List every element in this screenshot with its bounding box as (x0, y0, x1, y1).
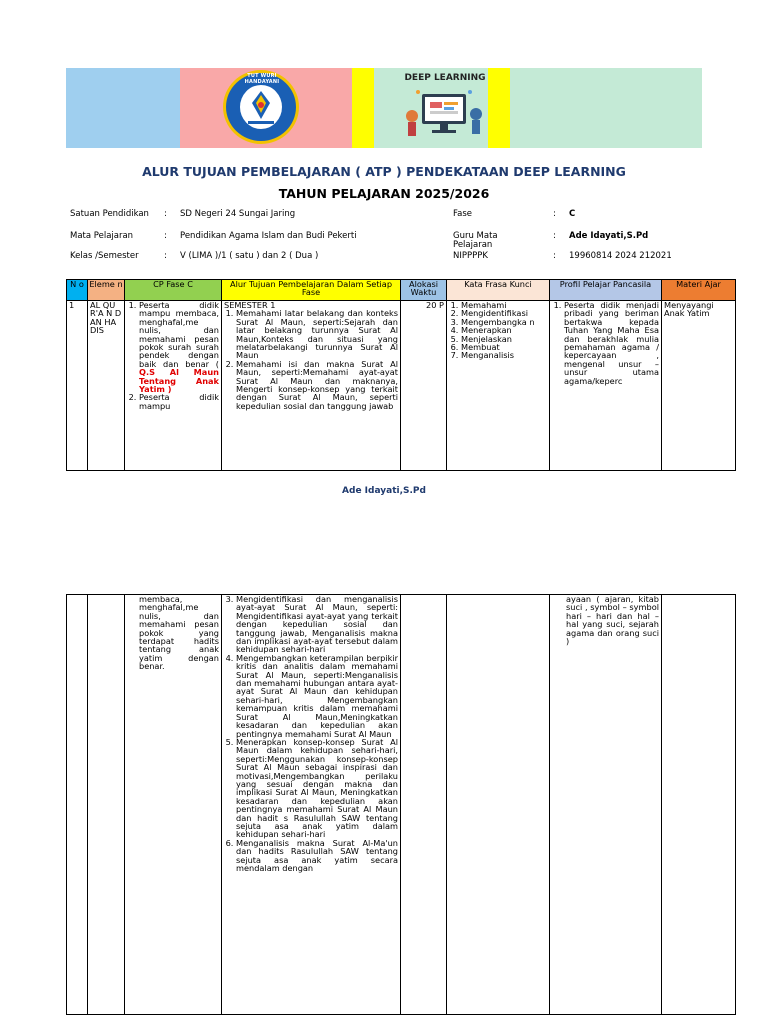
page-title: ALUR TUJUAN PEMBELAJARAN ( ATP ) PENDEKATAAN DEEP LEARNING (142, 164, 626, 179)
deep-learning-illustration (400, 86, 490, 142)
mapel-label: Mata Pelajaran (70, 231, 134, 241)
atp-semester: SEMESTER 1 (224, 300, 276, 310)
kata-item: 4. Menerapkan (461, 326, 547, 334)
atp-item: 1. Memahami latar belakang dan konteks Surat Al Maun, seperti:Sejarah dan latar belakang turunnya Surat Al Maun,Konteks dan situasi yang melatarbelakangi turunnya Surat Al Maun (236, 309, 398, 359)
colon: : (164, 209, 167, 219)
cp-item-1 (139, 301, 219, 393)
kata-item: 5. Menjelaskan (461, 335, 547, 343)
header-elemen: Eleme n (88, 280, 125, 301)
colon: : (164, 231, 167, 241)
kelas-label: Kelas /Semester (70, 251, 139, 261)
atp-item: 2. Memahami isi dan makna Surat Al Maun, seperti:Memahami ayat-ayat Surat Al Maun dan maknanya, Mengerti konsep-konsep yang terkait dengan Surat Al Maun, seperti kepedulian sosial dan tanggung jawab (236, 360, 398, 410)
table-row (67, 301, 736, 471)
profil-item: 1. Peserta didik menjadi pribadi yang beriman bertakwa kepada Tuhan Yang Maha Esa dan berakhlak mulia pemahaman agama / kepercayaan , mengenal unsur –unsur utama agama/keperc (564, 301, 659, 385)
cell-kata (447, 595, 550, 1015)
table-row (67, 595, 736, 1015)
cell-kata (447, 301, 550, 471)
cell-atp (222, 301, 401, 471)
cell-alokasi (401, 595, 447, 1015)
atp-item: 6. Menganalisis makna Surat Al-Ma'un dan hadits Rasulullah SAW tentang sejuta asa anak yatim secara mendalam dengan (236, 839, 398, 873)
fase-value: C (569, 209, 576, 219)
table-header-row (67, 280, 736, 301)
cp-item-1-highlight: Q.S Al Maun Tentang Anak Yatim ) (139, 367, 219, 395)
guru-value: Ade Idayati,S.Pd (569, 231, 649, 241)
kata-item: 2. Mengidentifikasi (461, 309, 547, 317)
header-profil: Profil Pelajar Pancasila (550, 280, 662, 301)
banner-mint-right (510, 68, 702, 148)
fase-label: Fase (453, 209, 472, 219)
satuan-label: Satuan Pendidikan (70, 209, 149, 219)
atp-item: 3. Mengidentifikasi dan menganalisis ayat-ayat Surat Al Maun, seperti: Mengidentifikasi ayat-ayat yang terkait dengan kepedulian sosial dan tanggung jawab, Menganalisis makna dan implikasi ayat-ayat tersebut dalam kehidupan sehari-hari (236, 595, 398, 654)
header-materi: Materi Ajar (662, 280, 736, 301)
kata-item: 6. Membuat (461, 343, 547, 351)
cell-elemen (88, 595, 125, 1015)
header-cp: CP Fase C (125, 280, 222, 301)
kata-item: 1. Memahami (461, 301, 547, 309)
colon: : (553, 251, 556, 261)
cell-no: 1 (67, 301, 88, 471)
teacher-signature-name: Ade Idayati,S.Pd (342, 486, 426, 496)
cell-alokasi: 20 P (401, 301, 447, 471)
atp-table-continued (66, 594, 736, 1015)
cell-cp (125, 301, 222, 471)
colon: : (553, 209, 556, 219)
mapel-value: Pendidikan Agama Islam dan Budi Pekerti (180, 231, 357, 241)
logo-emblem-icon (240, 85, 282, 129)
header-kata: Kata Frasa Kunci (447, 280, 550, 301)
atp-item: 4. Mengembangkan keterampilan berpikir kritis dan analitis dalam memahami Surat Al Maun, seperti:Menganalisis dan memahami hubungan antara ayat-ayat Surat Al Maun dan kehidupan sehari-hari, Mengembangkan kemampuan kritis dalam memahami Surat Al Maun,Meningkatkan kesadaran dan kepedulian akan pentingnya memahami Surat Al Maun (236, 654, 398, 738)
cp-continued-text: membaca, menghafal,me nulis, dan memahami pesan pokok yang terdapat hadits tentang anak yatim dengan benar. (139, 594, 219, 672)
deep-learning-title: DEEP LEARNING (404, 73, 486, 83)
banner-light-blue (66, 68, 180, 148)
kelas-value: V (LIMA )/1 ( satu ) dan 2 ( Dua ) (180, 251, 319, 261)
colon: : (553, 231, 556, 241)
cell-profil (550, 595, 662, 1015)
header-no: N o (67, 280, 88, 301)
cell-elemen: AL QUR'A N DAN HADIS (88, 301, 125, 471)
guru-label: Guru Mata Pelajaran (453, 231, 498, 250)
nip-value: 19960814 2024 212021 (569, 251, 672, 261)
cell-atp (222, 595, 401, 1015)
logo-text: TUT WURI HANDAYANI (244, 73, 280, 85)
header-atp: Alur Tujuan Pembelajaran Dalam Setiap Fase (222, 280, 401, 301)
atp-table (66, 279, 736, 471)
cp-item-1-text: Peserta didik mampu membaca, menghafal,me nulis, dan memahami pesan pokok surah surah pendek dengan baik dan benar ( (139, 300, 219, 369)
header-alokasi: Alokasi Waktu (401, 280, 447, 301)
nip-label: NIPPPPK (453, 251, 488, 261)
profil-continued-text: ayaan ( ajaran, kitab suci , symbol – symbol hari – hari dan hal – hal yang suci, sejarah agama dan orang suci ) (566, 594, 659, 647)
kata-item: 3. Mengembangka n (461, 318, 547, 326)
kata-item: 7. Menganalisis (461, 351, 547, 359)
page-subtitle: TAHUN PELAJARAN 2025/2026 (278, 186, 490, 201)
cp-item-2: 2. Peserta didik mampu (139, 393, 219, 410)
atp-item: 5. Menerapkan konsep-konsep Surat Al Maun dalam kehidupan sehari-hari, seperti:Menggunakan konsep-konsep Surat Al Maun sebagai inspirasi dan motivasi,Mengembangkan perilaku yang sesuai dengan makna dan implikasi Surat Al Maun, Meningkatkan kesadaran dan kepedulian akan pentingnya memahami Surat Al Maun dan hadit s Rasulullah SAW tentang sejuta asa anak yatim dalam kehidupan sehari-hari (236, 738, 398, 839)
cell-materi: Menyayangi Anak Yatim (662, 301, 736, 471)
cell-materi (662, 595, 736, 1015)
logo-emblem (240, 85, 282, 129)
satuan-value: SD Negeri 24 Sungai Jaring (180, 209, 296, 219)
banner-yellow (352, 68, 374, 148)
cell-cp (125, 595, 222, 1015)
cell-no (67, 595, 88, 1015)
cell-profil (550, 301, 662, 471)
colon: : (164, 251, 167, 261)
